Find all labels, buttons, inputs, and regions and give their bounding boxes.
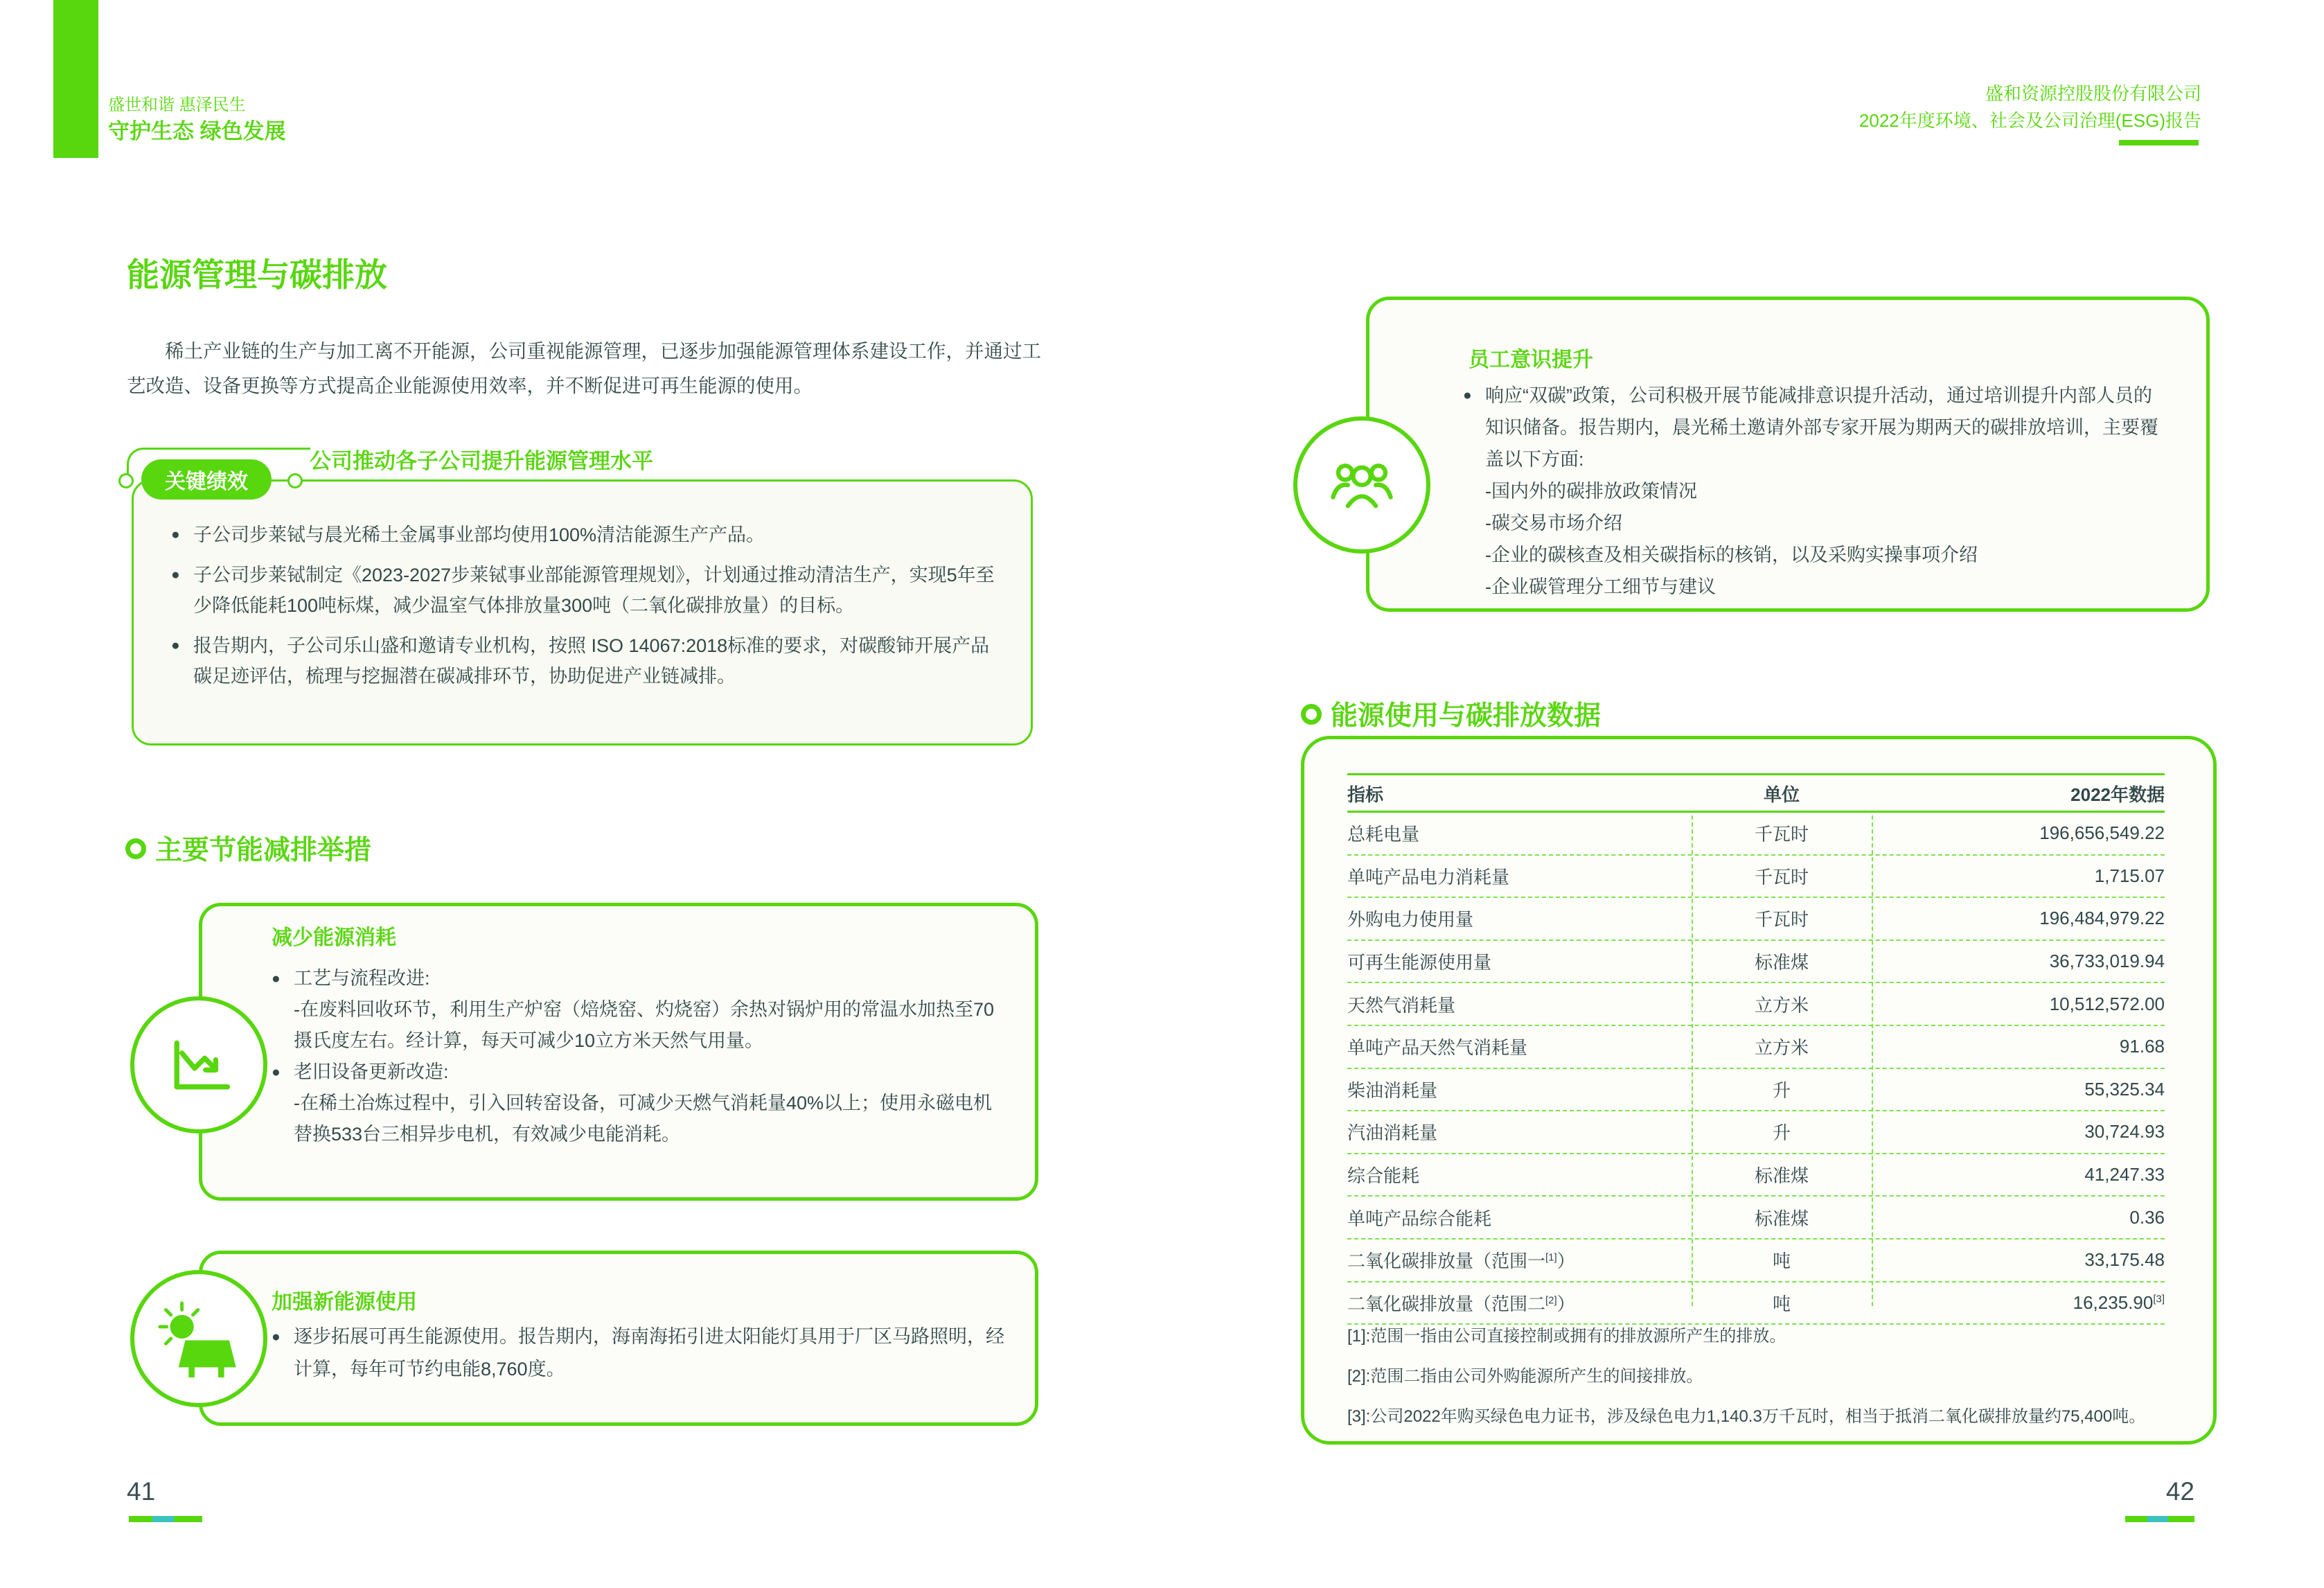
table-row: 二氧化碳排放量（范围二[2]） 吨 16,235.90[3] xyxy=(1347,1282,2165,1325)
connector-dot-right xyxy=(287,473,303,488)
table-row: 二氧化碳排放量（范围一[1]） 吨 33,175.48 xyxy=(1347,1239,2165,1282)
table-row: 外购电力使用量 千瓦时 196,484,979.22 xyxy=(1347,898,2165,941)
awareness-title: 员工意识提升 xyxy=(1469,349,1593,371)
table-footnotes xyxy=(1347,1316,2206,1437)
table-row: 可再生能源使用量 标准煤 36,733,019.94 xyxy=(1347,941,2165,984)
table-header-row xyxy=(1347,777,2165,809)
column-header-unit: 单位 xyxy=(1763,784,1800,805)
bullet-icon: ● xyxy=(171,527,180,542)
report-title: 2022年度环境、社会及公司治理(ESG)报告 xyxy=(1859,110,2201,131)
declining-chart-icon xyxy=(157,1023,241,1107)
measure-box2-title: 加强新能源使用 xyxy=(272,1291,417,1314)
training-topic: -国内外的碳排放政策情况 xyxy=(1485,481,1697,502)
measure-box1-title: 减少能源消耗 xyxy=(272,926,396,949)
column-header-indicator: 指标 xyxy=(1347,784,1384,805)
measure-icon-circle xyxy=(130,1270,267,1407)
table-row: 单吨产品电力消耗量 千瓦时 1,715.07 xyxy=(1347,856,2165,899)
corner-accent-bar xyxy=(53,0,98,158)
training-topic: -企业碳管理分工细节与建议 xyxy=(1485,576,1716,597)
footnote: [1]:范围一指由公司直接控制或拥有的排放源所产生的排放。 xyxy=(1347,1327,1786,1346)
slogan-line-1: 盛世和谐 惠泽民生 xyxy=(108,96,246,114)
people-group-icon xyxy=(1318,441,1405,529)
table-row: 天然气消耗量 立方米 10,512,572.00 xyxy=(1347,983,2165,1026)
measure-box1-content xyxy=(272,963,1006,1150)
table-rule-top xyxy=(1347,773,2165,775)
table-row: 汽油消耗量 升 30,724.93 xyxy=(1347,1111,2165,1154)
column-header-value: 2022年数据 xyxy=(2070,784,2165,805)
training-topic: -企业的碳核查及相关碳指标的核销，以及采购实操事项介绍 xyxy=(1485,545,1978,565)
ring-bullet-icon xyxy=(125,838,146,859)
table-column-divider xyxy=(1872,815,1873,1306)
header-underline xyxy=(2119,140,2199,145)
list-item: ● 子公司步莱铽制定《2023-2027步莱铽事业部能源管理规划》，计划通过推动清洁生产，实现5年至少降低能耗100吨标煤，减少温室气体排放量300吨（二氧化碳排放量）的目标。 xyxy=(171,560,1006,621)
list-item: ● 老旧设备更新改造: xyxy=(272,1057,1006,1088)
bullet-icon: ● xyxy=(272,1329,281,1345)
ring-bullet-icon xyxy=(1301,704,1322,725)
table-row: 柴油消耗量 升 55,325.34 xyxy=(1347,1069,2165,1112)
table-row: 单吨产品综合能耗 标准煤 0.36 xyxy=(1347,1197,2165,1239)
measure-icon-circle xyxy=(130,996,267,1133)
bullet-icon: ● xyxy=(1463,387,1472,403)
bullet-icon: ● xyxy=(171,637,180,653)
measures-heading: 主要节能减排举措 xyxy=(155,836,372,865)
table-row: 总耗电量 千瓦时 196,656,549.22 xyxy=(1347,813,2165,856)
list-item: ● 子公司步莱铽与晨光稀土金属事业部均使用100%清洁能源生产产品。 xyxy=(171,520,1006,550)
measure-box2-content xyxy=(272,1321,1011,1395)
key-performance-badge: 关键绩效 xyxy=(141,459,272,500)
page-number-right: 42 xyxy=(2165,1477,2194,1506)
key-performance-list xyxy=(171,520,1006,701)
table-body xyxy=(1347,813,2165,1325)
connector-dot-left xyxy=(118,473,134,488)
list-item: ● 响应“双碳”政策，公司积极开展节能减排意识提升活动，通过培训提升内部人员的知识储备。报告期内，晨光稀土邀请外部专家开展为期两天的碳排放培训，主要覆盖以下方面: xyxy=(1463,380,2170,475)
report-header xyxy=(1859,80,2201,134)
training-topic: -碳交易市场介绍 xyxy=(1485,513,1622,533)
page-number-underline xyxy=(129,1516,202,1522)
page-number-underline xyxy=(2125,1516,2194,1522)
bullet-icon: ● xyxy=(171,567,180,583)
footnote: [2]:范围二指由公司外购能源所产生的间接排放。 xyxy=(1347,1367,1703,1386)
page-title: 能源管理与碳排放 xyxy=(127,256,387,293)
awareness-content xyxy=(1463,380,2170,603)
bullet-icon: ● xyxy=(272,1064,281,1080)
list-item: ● 工艺与流程改进: xyxy=(272,963,1006,994)
list-item: ● 逐步拓展可再生能源使用。报告期内，海南海拓引进太阳能灯具用于厂区马路照明，经计算，每年可节约电能8,760度。 xyxy=(272,1321,1011,1386)
company-name: 盛和资源控股股份有限公司 xyxy=(1985,83,2201,104)
bullet-icon: ● xyxy=(272,971,281,987)
footnote: [3]:公司2022年购买绿色电力证书，涉及绿色电力1,140.3万千瓦时，相当于抵消二氧化碳排放量约75,400吨。 xyxy=(1347,1407,2146,1426)
list-item-detail: -在废料回收环节，利用生产炉窑（焙烧窑、灼烧窑）余热对锅炉用的常温水加热至70摄氏度左右。经计算，每天可减少10立方米天然气用量。 xyxy=(294,999,995,1051)
solar-energy-icon xyxy=(157,1296,241,1381)
table-row: 综合能耗 标准煤 41,247.33 xyxy=(1347,1154,2165,1197)
key-performance-title: 公司推动各子公司提升能源管理水平 xyxy=(310,449,653,473)
energy-data-heading: 能源使用与碳排放数据 xyxy=(1331,701,1602,731)
list-item: ● 报告期内，子公司乐山盛和邀请专业机构，按照 ISO 14067:2018标准的要求，对碳酸铈开展产品碳足迹评估，梳理与挖掘潜在碳减排环节，协助促进产业链减排。 xyxy=(171,630,1006,691)
intro-paragraph: 稀土产业链的生产与加工离不开能源，公司重视能源管理，已逐步加强能源管理体系建设工作，并通过工艺改造、设备更换等方式提高企业能源使用效率，并不断促进可再生能源的使用。 xyxy=(127,340,1041,396)
table-row: 单吨产品天然气消耗量 立方米 91.68 xyxy=(1347,1026,2165,1069)
awareness-icon-circle xyxy=(1293,416,1430,554)
list-item-detail: -在稀土冶炼过程中，引入回转窑设备，可减少天燃气消耗量40%以上；使用永磁电机替换533台三相异步电机，有效减少电能消耗。 xyxy=(294,1093,993,1145)
slogan-line-2: 守护生态 绿色发展 xyxy=(108,119,286,143)
table-column-divider xyxy=(1692,815,1693,1306)
page-number-left: 41 xyxy=(127,1477,156,1506)
